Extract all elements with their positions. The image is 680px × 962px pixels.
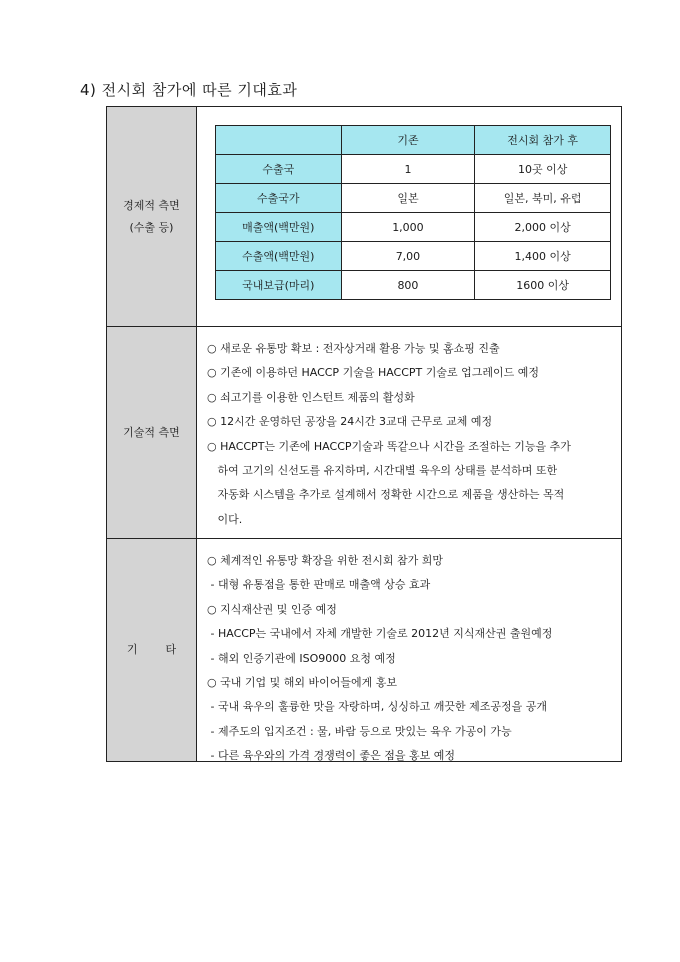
economic-label xyxy=(107,107,197,326)
list-item: 이다. xyxy=(207,512,243,526)
list-item: ○ 지식재산권 및 인증 예정 xyxy=(207,602,337,616)
list-item: - 해외 인증기관에 ISO9000 요청 예정 xyxy=(207,651,396,665)
export-comparison-table xyxy=(215,125,611,300)
list-item: ○ 새로운 유통망 확보 : 전자상거래 활용 가능 및 홈쇼핑 진출 xyxy=(207,342,500,355)
economic-row xyxy=(107,107,621,327)
table-row xyxy=(216,271,611,300)
other-label-text: 기 타 xyxy=(126,643,177,656)
other-label xyxy=(107,539,197,761)
row-value-before: 7,00 xyxy=(341,242,475,271)
row-value-before: 일본 xyxy=(341,184,475,213)
economic-label-line2: (수출 등) xyxy=(129,220,174,234)
list-item: ○ 기존에 이용하던 HACCP 기술을 HACCPT 기술로 업그레이드 예정 xyxy=(207,366,540,380)
list-item: - 제주도의 입지조건 : 물, 바람 등으로 맛있는 육우 가공이 가능 xyxy=(207,724,512,738)
other-row xyxy=(107,539,621,761)
header-cell-empty xyxy=(216,126,342,155)
row-value-after: 1,400 이상 xyxy=(475,242,611,271)
list-item: ○ 체계적인 유통망 확장을 위한 전시회 참가 희망 xyxy=(207,554,443,567)
row-value-before: 1 xyxy=(341,155,475,184)
economic-content xyxy=(197,107,621,326)
section-title: 4) 전시회 참가에 따른 기대효과 xyxy=(80,81,298,99)
row-value-before: 800 xyxy=(341,271,475,300)
technical-label xyxy=(107,327,197,538)
technical-lines xyxy=(207,337,571,532)
list-item: ○ 12시간 운영하던 공장을 24시간 3교대 근무로 교체 예정 xyxy=(207,415,493,429)
header-cell-before: 기존 xyxy=(341,126,475,155)
list-item: - HACCP는 국내에서 자체 개발한 기술로 2012년 지식재산권 출원예정 xyxy=(207,627,553,641)
row-label: 수출국가 xyxy=(216,184,342,213)
table-row xyxy=(216,213,611,242)
other-lines xyxy=(207,549,552,769)
table-row xyxy=(216,184,611,213)
list-item: ○ HACCPT는 기존에 HACCP기술과 똑같으나 시간을 조절하는 기능을 추가 xyxy=(207,439,571,453)
header-cell-after: 전시회 참가 후 xyxy=(475,126,611,155)
list-item: ○ 국내 기업 및 해외 바이어들에게 홍보 xyxy=(207,675,397,689)
list-item: - 국내 육우의 훌륭한 맛을 자랑하며, 싱싱하고 깨끗한 제조공정을 공개 xyxy=(207,700,547,714)
list-item: ○ 쇠고기를 이용한 인스턴트 제품의 활성화 xyxy=(207,390,415,404)
row-label: 수출액(백만원) xyxy=(216,242,342,271)
effects-table xyxy=(106,106,622,762)
row-value-after: 1600 이상 xyxy=(475,271,611,300)
row-label: 수출국 xyxy=(216,155,342,184)
table-header-row xyxy=(216,126,611,155)
technical-row xyxy=(107,327,621,539)
economic-label-line1: 경제적 측면 xyxy=(123,198,180,212)
technical-label-text: 기술적 측면 xyxy=(123,425,180,439)
list-item: - 대형 유통점을 통한 판매로 매출액 상승 효과 xyxy=(207,578,431,592)
table-row xyxy=(216,155,611,184)
row-value-after: 2,000 이상 xyxy=(475,213,611,242)
row-value-before: 1,000 xyxy=(341,213,475,242)
row-value-after: 일본, 북미, 유럽 xyxy=(475,184,611,213)
table-row xyxy=(216,242,611,271)
other-content xyxy=(197,539,621,761)
row-label: 국내보급(마리) xyxy=(216,271,342,300)
row-label: 매출액(백만원) xyxy=(216,213,342,242)
row-value-after: 10곳 이상 xyxy=(475,155,611,184)
technical-content xyxy=(197,327,621,538)
list-item: 자동화 시스템을 추가로 설계해서 정확한 시간으로 제품을 생산하는 목적 xyxy=(207,488,565,502)
list-item: 하여 고기의 신선도를 유지하며, 시간대별 육우의 상태를 분석하며 또한 xyxy=(207,463,558,477)
list-item: - 다른 육우와의 가격 경쟁력이 좋은 점을 홍보 예정 xyxy=(207,749,455,763)
